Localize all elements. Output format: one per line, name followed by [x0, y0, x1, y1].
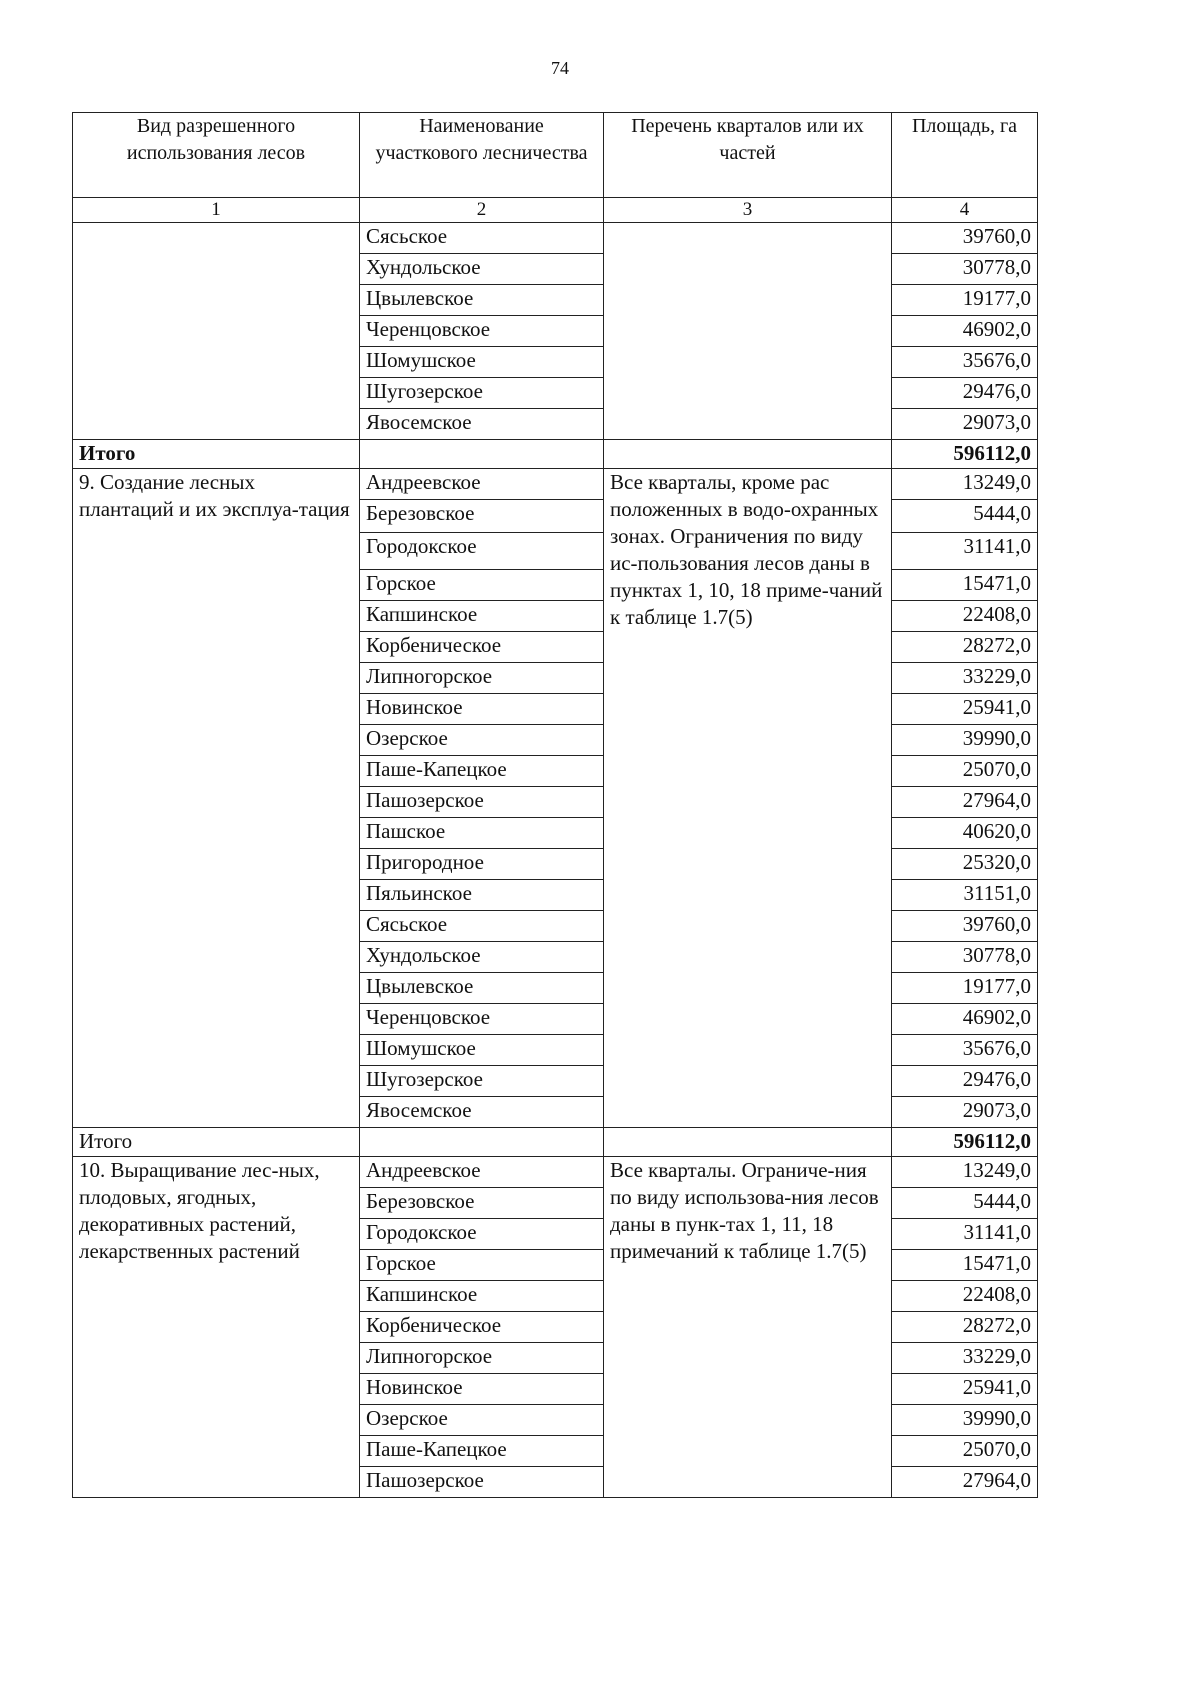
area-value: 29476,0 [892, 1066, 1038, 1097]
forestry-name: Шугозерское [360, 1066, 604, 1097]
area-value: 15471,0 [892, 570, 1038, 601]
area-value: 39990,0 [892, 1405, 1038, 1436]
forestry-name: Цвылевское [360, 285, 604, 316]
area-value: 15471,0 [892, 1250, 1038, 1281]
table-row [73, 469, 1038, 500]
forestry-name: Цвылевское [360, 973, 604, 1004]
forestry-name: Березовское [360, 1188, 604, 1219]
area-value: 39990,0 [892, 725, 1038, 756]
area-value: 39760,0 [892, 223, 1038, 254]
forestry-name: Пашозерское [360, 787, 604, 818]
area-value: 22408,0 [892, 1281, 1038, 1312]
area-value: 46902,0 [892, 316, 1038, 347]
column-number: 1 [73, 198, 360, 223]
area-value: 25941,0 [892, 1374, 1038, 1405]
forestry-name: Черенцовское [360, 316, 604, 347]
area-value: 25941,0 [892, 694, 1038, 725]
forestry-name: Сясьское [360, 223, 604, 254]
area-value: 22408,0 [892, 601, 1038, 632]
area-value: 25320,0 [892, 849, 1038, 880]
forestry-name: Хундольское [360, 942, 604, 973]
forestry-name: Новинское [360, 1374, 604, 1405]
area-value: 19177,0 [892, 285, 1038, 316]
forestry-name: Озерское [360, 1405, 604, 1436]
area-value: 33229,0 [892, 1343, 1038, 1374]
forestry-name: Шомушское [360, 1035, 604, 1066]
forestry-name: Липногорское [360, 1343, 604, 1374]
use-type-cell [73, 223, 360, 440]
total-row [73, 1128, 1038, 1157]
column-number: 4 [892, 198, 1038, 223]
forestry-name: Корбеническое [360, 632, 604, 663]
forestry-name: Пашозерское [360, 1467, 604, 1498]
forestry-name: Шомушское [360, 347, 604, 378]
empty-cell [604, 440, 892, 469]
header-area: Площадь, га [892, 113, 1038, 198]
header-use-type: Вид разрешенного использования лесов [73, 113, 360, 198]
forestry-name: Черенцовское [360, 1004, 604, 1035]
area-value: 28272,0 [892, 1312, 1038, 1343]
forest-use-table [72, 112, 1038, 1498]
use-type-plantations: 9. Создание лесных плантаций и их эксплуа-тация [73, 469, 360, 1128]
total-area: 596112,0 [892, 440, 1038, 469]
forestry-name: Городокское [360, 1219, 604, 1250]
forestry-name: Корбеническое [360, 1312, 604, 1343]
area-value: 29073,0 [892, 1097, 1038, 1128]
area-value: 35676,0 [892, 347, 1038, 378]
table-row [73, 1157, 1038, 1188]
header-row [73, 113, 1038, 198]
area-value: 31151,0 [892, 880, 1038, 911]
area-value: 13249,0 [892, 469, 1038, 500]
area-value: 31141,0 [892, 533, 1038, 570]
forestry-name: Городокское [360, 533, 604, 570]
area-value: 31141,0 [892, 1219, 1038, 1250]
quarters-description: Все кварталы, кроме рас положенных в водо-охранных зонах. Ограничения по виду ис-пользования лесов даны в пунктах 1, 10, 18 приме-чаний к таблице 1.7(5) [604, 469, 892, 1128]
forestry-name: Новинское [360, 694, 604, 725]
area-value: 27964,0 [892, 1467, 1038, 1498]
forestry-name: Андреевское [360, 469, 604, 500]
area-value: 29476,0 [892, 378, 1038, 409]
area-value: 35676,0 [892, 1035, 1038, 1066]
forestry-name: Березовское [360, 500, 604, 533]
total-row [73, 440, 1038, 469]
area-value: 28272,0 [892, 632, 1038, 663]
area-value: 40620,0 [892, 818, 1038, 849]
area-value: 25070,0 [892, 1436, 1038, 1467]
forestry-name: Пашское [360, 818, 604, 849]
forestry-name: Шугозерское [360, 378, 604, 409]
page-number: 74 [551, 58, 569, 78]
area-value: 13249,0 [892, 1157, 1038, 1188]
empty-cell [360, 440, 604, 469]
column-number: 2 [360, 198, 604, 223]
forestry-name: Явосемское [360, 1097, 604, 1128]
forestry-name: Андреевское [360, 1157, 604, 1188]
forestry-name: Хундольское [360, 254, 604, 285]
forestry-name: Паше-Капецкое [360, 1436, 604, 1467]
area-value: 19177,0 [892, 973, 1038, 1004]
use-type-cultivation: 10. Выращивание лес-ных, плодовых, ягодных, декоративных растений, лекарственных растений [73, 1157, 360, 1498]
forestry-name: Явосемское [360, 409, 604, 440]
quarters-cell [604, 223, 892, 440]
empty-cell [604, 1128, 892, 1157]
table-row [73, 223, 1038, 254]
quarters-description: Все кварталы. Ограниче-ния по виду использова-ния лесов даны в пунк-тах 1, 11, 18 примечаний к таблице 1.7(5) [604, 1157, 892, 1498]
forestry-name: Капшинское [360, 601, 604, 632]
area-value: 5444,0 [892, 1188, 1038, 1219]
forestry-name: Горское [360, 1250, 604, 1281]
forestry-name: Пяльинское [360, 880, 604, 911]
area-value: 27964,0 [892, 787, 1038, 818]
area-value: 29073,0 [892, 409, 1038, 440]
total-label: Итого [73, 1128, 360, 1157]
empty-cell [360, 1128, 604, 1157]
area-value: 30778,0 [892, 942, 1038, 973]
area-value: 39760,0 [892, 911, 1038, 942]
forestry-name: Липногорское [360, 663, 604, 694]
column-number: 3 [604, 198, 892, 223]
area-value: 5444,0 [892, 500, 1038, 533]
forestry-name: Капшинское [360, 1281, 604, 1312]
total-area: 596112,0 [892, 1128, 1038, 1157]
area-value: 33229,0 [892, 663, 1038, 694]
header-forestry-name: Наименование участкового лесничества [360, 113, 604, 198]
forestry-name: Паше-Капецкое [360, 756, 604, 787]
forestry-name: Озерское [360, 725, 604, 756]
total-label: Итого [73, 440, 360, 469]
forestry-name: Сясьское [360, 911, 604, 942]
column-number-row [73, 198, 1038, 223]
area-value: 25070,0 [892, 756, 1038, 787]
forestry-name: Пригородное [360, 849, 604, 880]
forestry-name: Горское [360, 570, 604, 601]
area-value: 30778,0 [892, 254, 1038, 285]
header-quarters: Перечень кварталов или их частей [604, 113, 892, 198]
area-value: 46902,0 [892, 1004, 1038, 1035]
